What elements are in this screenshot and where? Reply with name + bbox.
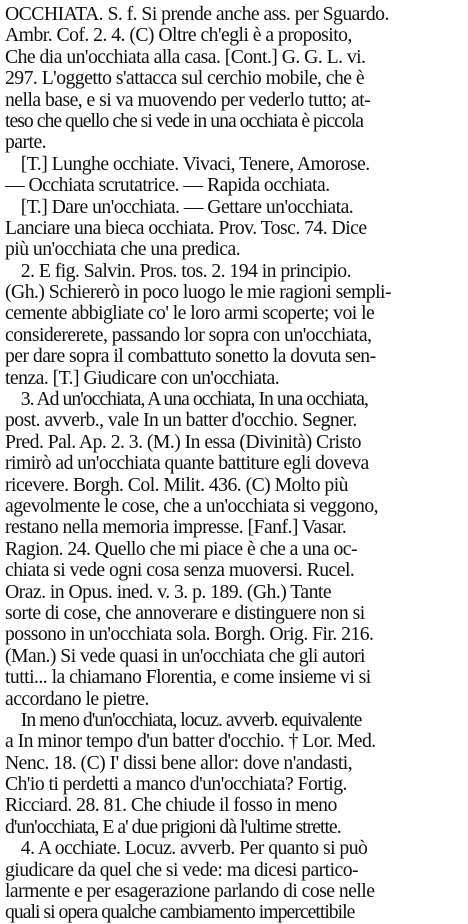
- entry-line: più un'occhiata che una predica.: [5, 238, 241, 261]
- entry-line: restano nella memoria impresse. [Fanf.] Vasar.: [5, 516, 347, 539]
- entry-line: larmente e per esagerazione parlando di cose nelle: [5, 880, 375, 903]
- entry-line: Ch'io ti perdetti a manco d'un'occhiata? Fortig.: [5, 773, 347, 796]
- entry-line: post. avverb., vale In un batter d'occhio. Segner.: [5, 409, 357, 432]
- entry-line: 4. A occhiate. Locuz. avverb. Per quanto si può: [20, 837, 368, 860]
- entry-line: d'un'occhiata, E a' due prigioni dà l'ultime strette.: [5, 815, 341, 838]
- entry-line: Ragion. 24. Quello che mi piace è che a una oc-: [5, 537, 357, 560]
- entry-line: Lanciare una bieca occhiata. Prov. Tosc. 74. Dice: [5, 216, 367, 239]
- entry-line: teso che quello che si vede in una occhiata è piccola: [5, 109, 364, 132]
- entry-line: In meno d'un'occhiata, locuz. avverb. equivalente: [20, 708, 362, 731]
- entry-line: tutti... la chiamano Florentia, e come insieme vi si: [5, 666, 371, 689]
- entry-line: Nenc. 18. (C) I' dissi bene allor: dove n'andasti,: [5, 751, 353, 774]
- entry-line: cemente abbigliate co' le loro armi scoperte; voi le: [5, 302, 375, 325]
- entry-line: 297. L'oggetto s'attacca sul cerchio mobile, che è: [5, 67, 365, 90]
- entry-line: per dare sopra il combattuto sonetto la dovuta sen-: [5, 345, 376, 368]
- entry-line: giudicare da quel che si vede: ma dicesi partico-: [5, 858, 359, 881]
- entry-line: — Occhiata scrutatrice. — Rapida occhiata.: [5, 174, 330, 197]
- entry-line: quali si opera qualche cambiamento impercettibile: [5, 901, 355, 924]
- entry-line: [T.] Dare un'occhiata. — Gettare un'occhiata.: [20, 195, 354, 218]
- entry-line: sorte di cose, che annoverare e distinguere non si: [5, 601, 365, 624]
- entry-line: Oraz. in Opus. ined. v. 3. p. 189. (Gh.) Tante: [5, 580, 332, 603]
- entry-line: [T.] Lunghe occhiate. Vivaci, Tenere, Amorose.: [20, 152, 370, 175]
- entry-line: nella base, e si va muovendo per vederlo tutto; at-: [5, 88, 371, 111]
- entry-line: Pred. Pal. Ap. 2. 3. (M.) In essa (Divinità) Cristo: [5, 430, 361, 453]
- entry-line: tenza. [T.] Giudicare con un'occhiata.: [5, 366, 280, 389]
- entry-line: chiata si vede ogni cosa senza muoversi. Rucel.: [5, 559, 355, 582]
- entry-line: parte.: [5, 131, 47, 154]
- entry-line: 3. Ad un'occhiata, A una occhiata, In una occhiata,: [20, 388, 368, 411]
- entry-line: 2. E fig. Salvin. Pros. tos. 2. 194 in principio.: [20, 259, 352, 282]
- entry-line: rimirò ad un'occhiata quante battiture egli doveva: [5, 452, 369, 475]
- entry-line: possono in un'occhiata sola. Borgh. Orig. Fir. 216.: [5, 623, 374, 646]
- entry-line: ricevere. Borgh. Col. Milit. 436. (C) Molto più: [5, 473, 348, 496]
- entry-line: Ricciard. 28. 81. Che chiude il fosso in meno: [5, 794, 337, 817]
- entry-line: (Man.) Si vede quasi in un'occhiata che gli autori: [5, 644, 365, 667]
- dictionary-entry: [5, 4, 455, 924]
- entry-line: accordano le pietre.: [5, 687, 149, 710]
- entry-line: OCCHIATA. S. f. Si prende anche ass. per Sguardo.: [5, 3, 389, 25]
- entry-line: agevolmente le cose, che a un'occhiata si veggono,: [5, 494, 379, 517]
- entry-line: Ambr. Cof. 2. 4. (C) Oltre ch'egli è a proposito,: [5, 24, 352, 47]
- entry-line: a In minor tempo d'un batter d'occhio. † Lor. Med.: [5, 730, 376, 753]
- entry-line: (Gh.) Schiererò in poco luogo le mie ragioni sempli-: [5, 281, 391, 304]
- entry-line: Che dia un'occhiata alla casa. [Cont.] G. G. L. vi.: [5, 45, 366, 68]
- entry-line: considererete, passando lor sopra con un'occhiata,: [5, 323, 372, 346]
